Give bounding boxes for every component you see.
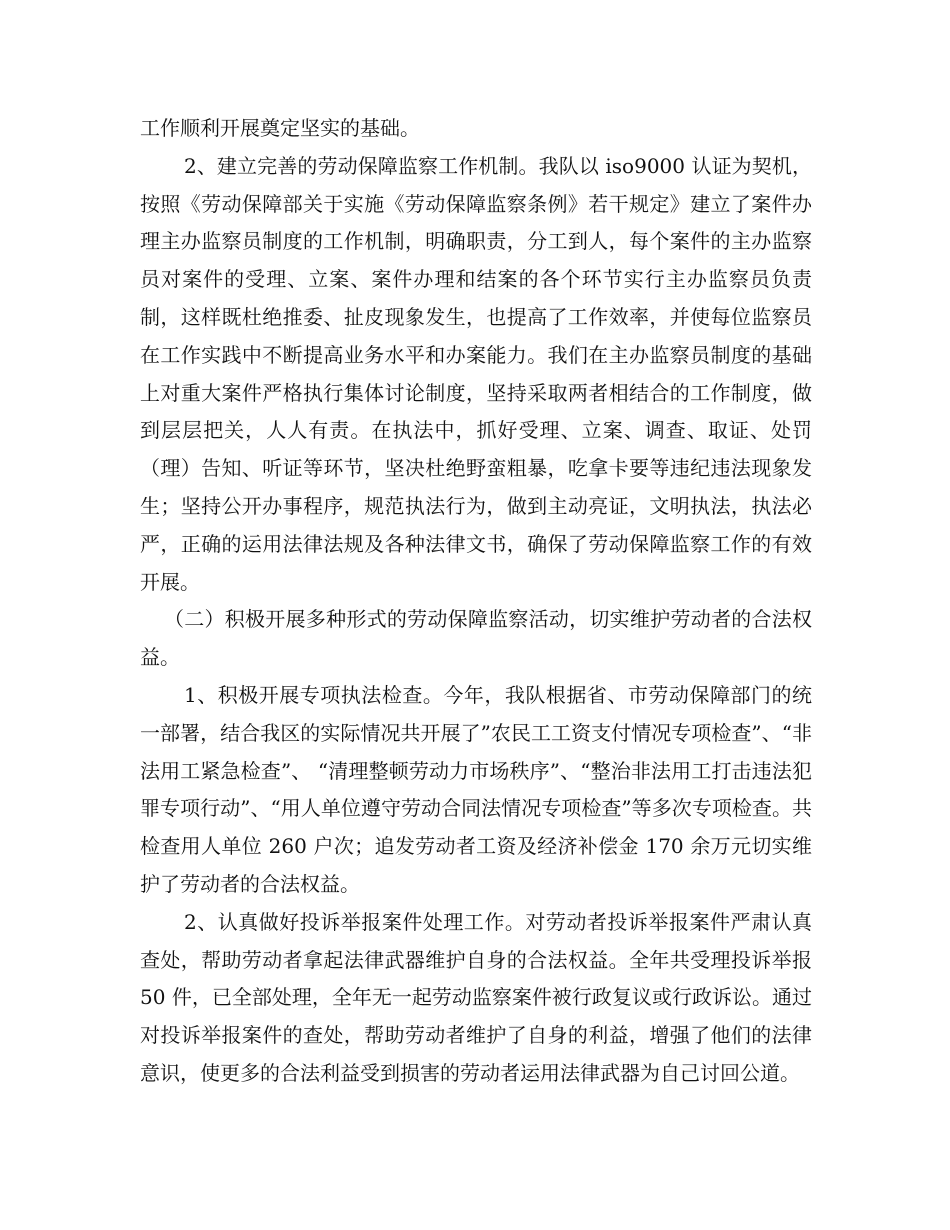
paragraph-complaint-handling: 2、认真做好投诉举报案件处理工作。对劳动者投诉举报案件严肃认真查处，帮助劳动者拿起法律武器维护自身的合法权益。全年共受理投诉举报 50 件，已全部处理，全年无一起劳动监察案件被行政复议或行政诉讼。通过对投诉举报案件的查处，帮助劳动者维护了自身的利益，增强了他们的法律意识，使更多的合法利益受到损害的劳动者运用法律武器为自己讨回公道。: [140, 909, 812, 1085]
paragraph-special-inspection: 1、积极开展专项执法检查。今年，我队根据省、市劳动保障部门的统一部署，结合我区的实际情况共开展了”农民工工资支付情况专项检查”、“非法用工紧急检查”、 “清理整顿劳动力市场秩序”、“整治非法用工打击违法犯罪专项行动”、“用人单位遵守劳动合同法情况专项检查”等多次专项检查。共检查用人单位 260 户次；追发劳动者工资及经济补偿金 170 余万元切实维护了劳动者的合法权益。: [140, 682, 812, 896]
paragraph-mechanism: 2、建立完善的劳动保障监察工作机制。我队以 iso9000 认证为契机，按照《劳动保障部关于实施《劳动保障监察条例》若干规定》建立了案件办理主办监察员制度的工作机制，明确职责，分工到人，每个案件的主办监察员对案件的受理、立案、案件办理和结案的各个环节实行主办监察员负责制，这样既杜绝推委、扯皮现象发生，也提高了工作效率，并使每位监察员在工作实践中不断提高业务水平和办案能力。我们在主办监察员制度的基础上对重大案件严格执行集体讨论制度，坚持采取两者相结合的工作制度，做到层层把关，人人有责。在执法中，抓好受理、立案、调查、取证、处罚（理）告知、听证等环节，坚决杜绝野蛮粗暴，吃拿卡要等违纪违法现象发生；坚持公开办事程序，规范执法行为，做到主动亮证，文明执法，执法必严，正确的运用法律法规及各种法律文书，确保了劳动保障监察工作的有效开展。: [140, 153, 812, 594]
section-heading-2: （二）积极开展多种形式的劳动保障监察活动，切实维护劳动者的合法权益。: [140, 607, 812, 670]
document-body: [140, 110, 812, 1093]
paragraph-continuation: 工作顺利开展奠定坚实的基础。: [140, 116, 420, 140]
